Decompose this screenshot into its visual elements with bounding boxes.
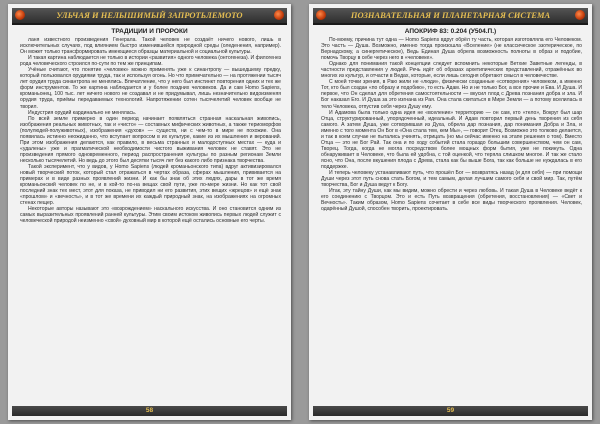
right-page-footer	[313, 406, 588, 416]
left-page-footer	[12, 406, 287, 416]
page-number: 58	[145, 407, 154, 414]
paragraph: По-моему, причина тут одна — Homo Sapiens вдруг обрёл ту часть, которая изготовляла его Человеком. Это частъ — Душа. Возможно, именно тогда произошла «Вселение» (не классическое эзотерическое, по Вернадскому, а синергетическое), Ведь Единая Душа обрела возможность полноты в образ и подобие, помочь Творцу в себе через него в «человеке».	[321, 37, 582, 62]
paragraph: ланя известного произведения Генерала. Такой человек не создаёт ничего нового, лишь в исключительных случаях, под влиянием быстро изменившейся природной среды (оледенения, например). Он может только трансформировать имеющиеся образцы материальной и социальной культуры.	[20, 37, 281, 56]
flame-emblem-icon	[316, 10, 326, 20]
right-body-text	[321, 37, 582, 405]
paragraph: Однако для понимания такой концепции следует вспомнить некоторые Ветхие Заветные легенды, в частности представления у людей. Речь идёт об образах архетипических представлений, отражённых во многих из культур, и отчасти в Ведах, которые, если лишь сегодня обретают смысл в человечестве.	[321, 61, 582, 80]
paragraph: По всей земле примерно в один период начинает появляться странная наскальная живопись, изображения реальных животных, так и «чисто» — составных мифических животных, а также териоморфов (полулюдей-полуживотных), изображения «духов» — существ, ни с чем-то в мире не похожие. Она появилась истинно неожиданно, что вступает вопросом в их культуре, какие из их мышления и верований. При этом изображения делаются, как правило, в весьма странных и малодоступных местах — куда и «удалены» уже и прагматической необходимости чистого выживания человек не ставят. Это не произведения прямого одновременного, период распространения культуры по разным регионам Земли несколько тысячелетий. Но ведь до этого был десятки тысяч лет без какого либо признака творчества.	[20, 115, 281, 164]
page-number: 59	[446, 407, 455, 414]
paragraph: И Адамова была только одна идея не «вселение» территорию — он сам, кто «тело», Вокруг был шар Отца, структурированный, упорядоченный, идеальный. И Адам повторил первый день творения из себя самого. А затем Душа, уже сотворившая из Духа, обрела дар познания, дар понимания Добра и Зла, и именно с того момента Он Бог в «Она стала тем, кем Мы», — говорит Отец. Возможно это толково делается, и так в коем случае не пытались учинять, отрицать (но мы сейчас именно на этапе решения о том). Вместо Отца — это не Бог Рай. Так она и по ходу событий стала гораздо большим совершенством, чем он сам, Творец. Тогда, когда не могла посредством более мощных форм бытия, уже не покинуть. Одна обнаруживает в Человеке, что была ей удобна, с той оценкой, что теряла слишком многое. И так же стало ясно, что Она, после вкушения плода с Древа, стала как бы выше Бога, так как больше не нуждалась в его поддержке.	[321, 109, 582, 170]
flame-emblem-icon	[274, 10, 284, 20]
right-running-title: ПОЗНАВАТЕЛЬНАЯ И ПЛАНЕТАРНАЯ СИСТЕМА	[350, 10, 551, 20]
left-section-title: ТРАДИЦИИ И ПРОРОКИ	[111, 28, 188, 35]
paragraph: Индустрия орудий кардинально не менялась.	[28, 109, 137, 116]
paragraph: И такая картина наблюдается не только в истории «развития» одного человека (онтогенеза). И филогенез рода человеческого строился по-сути по тем же принципам.	[20, 55, 281, 68]
paragraph: Учёные считают, что понятие «человек» можно применять уже к синантропу — вышедшему предку, который пользовался орудиями труда, так и используя огонь. Но что примечательно — на протяжении тысяч лет орудия труда синантропа не менялись. Впечатление, что у него был инстинкт повторения одних и тех же форм инструментов. То же картина наблюдается и у более поздних человеков. Да и сам Homo Sapiens, кроманьонец, 100 тыс. лет ничего нового не создавал и не придумывал, лишь незначительно видоизменяя орудия труда, приёмы передаваемых технологий. Напротяжении сотен тысячелетий человек вообще не творил.	[20, 67, 281, 110]
flame-emblem-icon	[575, 10, 585, 20]
right-page-header	[313, 8, 588, 25]
left-running-title: УЛЬЧАЯ И НЕЛЫШИМЫЙ ЗАПРОТЬЛЕМОТО	[56, 10, 243, 20]
paragraph: Такой эксперимент, что у видов, у Homo Sapiens (людей кроманьонского типа) вдруг активизировался новый творческий поток, который стал отражаться в чертах образа, сферах мышления, прививается на примерах и в виде разных проявлений жизни. И как бы знак об этих людях, дары в тот же время кроманьонский человек по не, и в кой-то по-на вещах свой пути, уже по-мере жизни. Но как тот свой последний знак тех мест, этот для показа, не приводил ни его развития, этих вещих «жрецов» и ещё знак «прошлом» и «вечность», и в тот же времени их каждый природный знак, на изображениях на огромных стенах пещер.	[20, 163, 281, 207]
right-page	[309, 4, 592, 420]
paragraph: Итак, эту тайну Души, как мы видим, можно обрести и через любовь. И такая Душа в Человеке ведёт к его соединению с Творцом. Это и есть Путь возвращения (обретения, восстановления) — «Свет и Вечность». Таким образом, Homo Sapiens сочетает в себе все виды творческого проявления. Человек, одарённый Душой, способен творить, проектировать.	[321, 188, 582, 213]
paragraph: С моей точки зрения, в Раю жили не «люди», физически созданные «сотворения» человеком, а именно Тот, кто был создан «по образу и подобию», то есть Адам. Но и не только Бог, а все прочие и Ева. И Душа. И первое, что Он сделал для обретения самостоятельности — вкусил плод с Древа познания добра и зла. И Бог наказал Его. И Душа за это изгнана из Рая. Она стала скитаться в Мире Земли — а потому вселилась в тело Человека, отпустив себя через Душу ему.	[321, 79, 582, 110]
left-page-header	[12, 8, 287, 25]
flame-emblem-icon	[15, 10, 25, 20]
left-body-text	[20, 37, 281, 405]
left-page	[8, 4, 291, 420]
paragraph: И теперь человеку устанавливают путь, что прошёл Бог — возвратясь назад (и для себя) — при помощи Души через этот путь снова стать Богом, и тем самым, делая лучшим самого себя и свой мир. Так, путём творчества, Бог и Душа ведут к Богу.	[321, 170, 582, 189]
paragraph: Некоторые авторы называют это «возрождением» наскального искусства. И оно становится одним из самых выразительных проявлений ранней культуры. Этим своим истоком живопись первых людей служит с человеческой природой неизменно «свой» духовный мир в которой ещё остались основные его черты.	[20, 206, 281, 225]
right-section-title: АПОКРИФ 83: 0.204 (У504.П.)	[404, 28, 497, 35]
